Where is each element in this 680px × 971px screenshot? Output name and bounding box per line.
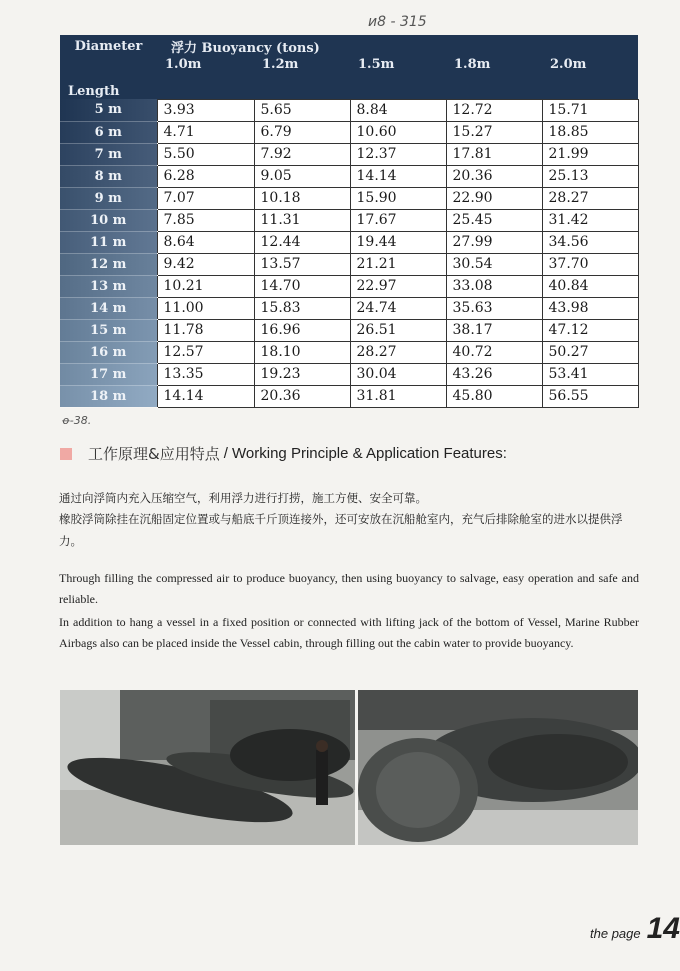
buoyancy-value: 9.05 xyxy=(254,165,350,187)
buoyancy-value: 43.26 xyxy=(446,363,542,385)
buoyancy-value: 31.42 xyxy=(542,209,638,231)
diameter-col-3: 1.5m xyxy=(350,57,446,99)
buoyancy-value: 12.44 xyxy=(254,231,350,253)
buoyancy-value: 6.79 xyxy=(254,121,350,143)
handwritten-note-left: ꝋ-38. xyxy=(62,414,92,427)
buoyancy-value: 15.90 xyxy=(350,187,446,209)
buoyancy-value: 40.84 xyxy=(542,275,638,297)
buoyancy-value: 21.21 xyxy=(350,253,446,275)
buoyancy-value: 14.14 xyxy=(350,165,446,187)
buoyancy-value: 5.65 xyxy=(254,99,350,121)
table-row xyxy=(60,253,638,275)
buoyancy-value: 47.12 xyxy=(542,319,638,341)
buoyancy-value: 8.64 xyxy=(157,231,254,253)
buoyancy-value: 43.98 xyxy=(542,297,638,319)
table-row xyxy=(60,319,638,341)
page-number: 14 xyxy=(646,912,680,945)
buoyancy-value: 14.14 xyxy=(157,385,254,407)
table-row xyxy=(60,275,638,297)
diameter-col-4: 1.8m xyxy=(446,57,542,99)
table-row xyxy=(60,297,638,319)
buoyancy-value: 21.99 xyxy=(542,143,638,165)
paragraph-en-1: Through filling the compressed air to produce buoyancy, then using buoyancy to salvage, easy operation and safe and reliable. xyxy=(59,571,639,606)
row-length-label: 17 m xyxy=(60,363,157,385)
table-row xyxy=(60,209,638,231)
buoyancy-value: 24.74 xyxy=(350,297,446,319)
table-row xyxy=(60,385,638,407)
table-row xyxy=(60,341,638,363)
row-length-label: 7 m xyxy=(60,143,157,165)
table-row xyxy=(60,99,638,121)
buoyancy-value: 12.37 xyxy=(350,143,446,165)
length-header: Length xyxy=(60,57,157,99)
buoyancy-value: 10.18 xyxy=(254,187,350,209)
section-title-en: / Working Principle & Application Features: xyxy=(223,445,507,462)
paragraph-en-2: In addition to hang a vessel in a fixed position or connected with lifting jack of the bottom of Vessel, Marine Rubber Airbags also can be placed inside the Vessel cabin, through filling out the cabin water to provide buoyancy. xyxy=(59,615,639,650)
buoyancy-value: 35.63 xyxy=(446,297,542,319)
buoyancy-value: 12.72 xyxy=(446,99,542,121)
buoyancy-value: 18.85 xyxy=(542,121,638,143)
buoyancy-value: 45.80 xyxy=(446,385,542,407)
row-length-label: 9 m xyxy=(60,187,157,209)
buoyancy-value: 20.36 xyxy=(446,165,542,187)
table-row xyxy=(60,165,638,187)
row-length-label: 15 m xyxy=(60,319,157,341)
buoyancy-value: 19.23 xyxy=(254,363,350,385)
buoyancy-value: 28.27 xyxy=(350,341,446,363)
table-row xyxy=(60,121,638,143)
buoyancy-value: 26.51 xyxy=(350,319,446,341)
diameter-col-5: 2.0m xyxy=(542,57,638,99)
buoyancy-value: 7.07 xyxy=(157,187,254,209)
row-length-label: 13 m xyxy=(60,275,157,297)
buoyancy-value: 22.90 xyxy=(446,187,542,209)
row-length-label: 18 m xyxy=(60,385,157,407)
buoyancy-table xyxy=(60,35,639,408)
row-length-label: 10 m xyxy=(60,209,157,231)
buoyancy-value: 10.21 xyxy=(157,275,254,297)
diameter-col-2: 1.2m xyxy=(254,57,350,99)
buoyancy-value: 30.54 xyxy=(446,253,542,275)
row-length-label: 16 m xyxy=(60,341,157,363)
airbag-photo-closeup xyxy=(358,690,638,845)
buoyancy-value: 5.50 xyxy=(157,143,254,165)
buoyancy-value: 37.70 xyxy=(542,253,638,275)
buoyancy-value: 4.71 xyxy=(157,121,254,143)
buoyancy-value: 14.70 xyxy=(254,275,350,297)
buoyancy-value: 27.99 xyxy=(446,231,542,253)
buoyancy-value: 11.31 xyxy=(254,209,350,231)
buoyancy-header: 浮力 Buoyancy (tons) xyxy=(157,35,638,57)
buoyancy-value: 7.92 xyxy=(254,143,350,165)
row-length-label: 14 m xyxy=(60,297,157,319)
buoyancy-value: 22.97 xyxy=(350,275,446,297)
buoyancy-value: 31.81 xyxy=(350,385,446,407)
section-title-cn: 工作原理&应用特点 xyxy=(88,445,220,463)
buoyancy-value: 6.28 xyxy=(157,165,254,187)
buoyancy-value: 7.85 xyxy=(157,209,254,231)
buoyancy-value: 17.81 xyxy=(446,143,542,165)
buoyancy-value: 25.13 xyxy=(542,165,638,187)
paragraph-cn-2: 橡胶浮筒除挂在沉船固定位置或与船底千斤顶连接外，还可安放在沉船舱室内，充气后排除舱室的进水以提供浮力。 xyxy=(59,512,623,548)
buoyancy-value: 15.27 xyxy=(446,121,542,143)
section-heading xyxy=(60,443,507,464)
page-label: the page xyxy=(590,926,641,941)
buoyancy-value: 11.78 xyxy=(157,319,254,341)
row-length-label: 5 m xyxy=(60,99,157,121)
table-row xyxy=(60,143,638,165)
buoyancy-value: 33.08 xyxy=(446,275,542,297)
buoyancy-value: 30.04 xyxy=(350,363,446,385)
square-bullet-icon xyxy=(60,448,72,460)
buoyancy-value: 17.67 xyxy=(350,209,446,231)
buoyancy-value: 13.57 xyxy=(254,253,350,275)
row-length-label: 12 m xyxy=(60,253,157,275)
buoyancy-value: 18.10 xyxy=(254,341,350,363)
row-length-label: 11 m xyxy=(60,231,157,253)
buoyancy-value: 15.83 xyxy=(254,297,350,319)
row-length-label: 6 m xyxy=(60,121,157,143)
diameter-header: Diameter xyxy=(60,35,157,57)
table-row xyxy=(60,363,638,385)
buoyancy-value: 3.93 xyxy=(157,99,254,121)
buoyancy-value: 40.72 xyxy=(446,341,542,363)
airbag-photo-workshop xyxy=(60,690,355,845)
handwritten-note-top: ᴎ8 - 315 xyxy=(368,14,427,30)
diameter-col-1: 1.0m xyxy=(157,57,254,99)
buoyancy-value: 8.84 xyxy=(350,99,446,121)
page-footer xyxy=(590,912,680,946)
buoyancy-value: 56.55 xyxy=(542,385,638,407)
buoyancy-value: 50.27 xyxy=(542,341,638,363)
buoyancy-value: 9.42 xyxy=(157,253,254,275)
paragraph-cn-1: 通过向浮筒内充入压缩空气，利用浮力进行打捞，施工方便、安全可靠。 xyxy=(59,491,427,505)
buoyancy-value: 20.36 xyxy=(254,385,350,407)
buoyancy-value: 10.60 xyxy=(350,121,446,143)
buoyancy-value: 34.56 xyxy=(542,231,638,253)
buoyancy-value: 13.35 xyxy=(157,363,254,385)
buoyancy-value: 19.44 xyxy=(350,231,446,253)
table-row xyxy=(60,231,638,253)
buoyancy-value: 16.96 xyxy=(254,319,350,341)
buoyancy-value: 28.27 xyxy=(542,187,638,209)
buoyancy-value: 11.00 xyxy=(157,297,254,319)
buoyancy-value: 53.41 xyxy=(542,363,638,385)
buoyancy-value: 12.57 xyxy=(157,341,254,363)
buoyancy-value: 15.71 xyxy=(542,99,638,121)
buoyancy-value: 38.17 xyxy=(446,319,542,341)
table-row xyxy=(60,187,638,209)
buoyancy-value: 25.45 xyxy=(446,209,542,231)
row-length-label: 8 m xyxy=(60,165,157,187)
